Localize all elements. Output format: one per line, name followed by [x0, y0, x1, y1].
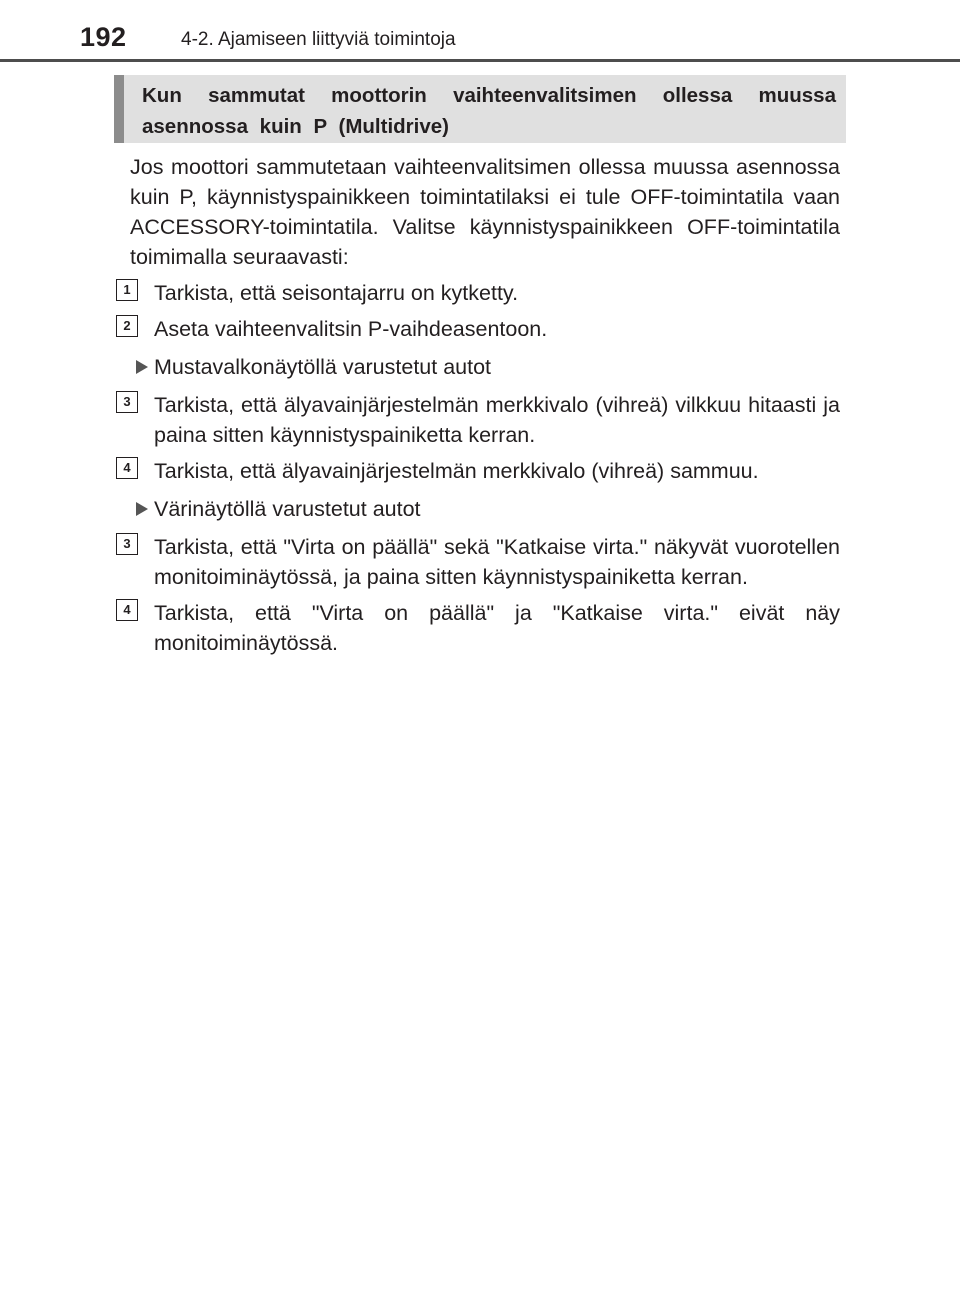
step-number-badge: 2 [116, 315, 138, 337]
step-2 [123, 314, 840, 344]
step-text: Tarkista, että "Virta on päällä" ja "Katkaise virta." eivät näy monitoiminäytössä. [154, 601, 840, 655]
step-text: Aseta vaihteenvalitsin P-vaihdeasentoon. [154, 317, 548, 341]
subhead-text: Mustavalkonäytöllä varustetut autot [154, 355, 492, 379]
step-text: Tarkista, että älyavainjärjestelmän merkkivalo (vihreä) vilkkuu hitaasti ja paina sitten käynnistyspainiketta kerran. [154, 393, 840, 447]
triangle-bullet-icon [136, 502, 148, 516]
section-heading: Kun sammutat moottorin vaihteenvalitsimen ollessa muussa asennossa kuin P (Multidrive) [114, 75, 846, 143]
step-3-color [123, 532, 840, 592]
step-4-monochrome [123, 456, 840, 486]
step-number-badge: 3 [116, 391, 138, 413]
intro-paragraph: Jos moottori sammutetaan vaihteenvalitsimen ollessa muussa asennossa kuin P, käynnistyspainikkeen toimintatilaksi ei tule OFF-toimintatila vaan ACCESSORY-toimintatila. Valitse käynnistyspainikkeen OFF-toimintatila toimimalla seuraavasti: [130, 155, 840, 269]
step-number-badge: 3 [116, 533, 138, 555]
step-4-color [123, 598, 840, 658]
step-number-badge: 4 [116, 457, 138, 479]
header-rule [0, 59, 960, 62]
step-text: Tarkista, että "Virta on päällä" sekä "Katkaise virta." näkyvät vuorotellen monitoiminäytössä, ja paina sitten käynnistyspainiketta kerran. [154, 535, 840, 589]
triangle-bullet-icon [136, 360, 148, 374]
subhead-text: Värinäytöllä varustetut autot [154, 497, 421, 521]
step-number-badge: 4 [116, 599, 138, 621]
subhead-monochrome-display [130, 352, 840, 382]
step-text: Tarkista, että älyavainjärjestelmän merkkivalo (vihreä) sammuu. [154, 459, 759, 483]
running-header: 4-2. Ajamiseen liittyviä toimintoja [181, 29, 456, 50]
step-3-monochrome [123, 390, 840, 450]
content [123, 152, 840, 658]
step-number-badge: 1 [116, 279, 138, 301]
page-number: 192 [80, 22, 127, 52]
subhead-color-display [130, 494, 840, 524]
step-text: Tarkista, että seisontajarru on kytketty. [154, 281, 519, 305]
step-1 [123, 278, 840, 308]
